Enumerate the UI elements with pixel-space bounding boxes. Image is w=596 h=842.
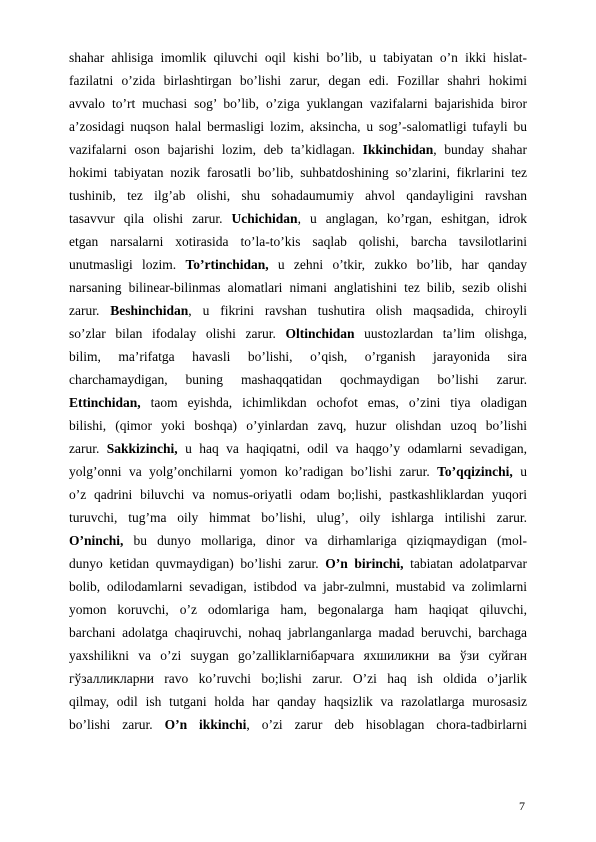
text-run: o’z qadrini biluvchi va nomus-oriyatli odam bo;lishi, pastkashliklardan yuqori: [69, 487, 527, 502]
text-line: [69, 690, 527, 713]
bold-term: Uchichidan: [231, 211, 298, 226]
text-run: zarur.: [69, 303, 111, 318]
text-line: [69, 414, 527, 437]
text-line: [69, 391, 527, 414]
text-run: vazifalarni oson bajarishi lozim, deb ta’kidlagan.: [69, 142, 363, 157]
text-line: [69, 115, 527, 138]
text-run: u zehni o’tkir, zukko bo’lib, har qanday: [268, 257, 528, 272]
text-run: a’zosidagi nuqson halal bermasligi lozim, aksincha, u sog’-salomatligi tufayli bu: [69, 119, 527, 134]
text-run: bilishi, (qimor yoki boshqa) o’yinlardan zavq, huzur olishdan uzoq bo’lishi: [69, 418, 527, 433]
text-line: [69, 713, 527, 736]
text-line: [69, 345, 527, 368]
bold-term: Ettinchidan,: [69, 395, 141, 410]
text-run: etgan narsalarni xotirasida to’la-to’kis saqlab qolishi, barcha tavsilotlarini: [69, 234, 527, 249]
text-line: [69, 437, 527, 460]
text-run: qilmay, odil ish tutgani holda har qanday haqsizlik va razolatlarga murosasiz: [69, 694, 527, 709]
text-line: [69, 161, 527, 184]
text-line: [69, 506, 527, 529]
text-run: bo’lishi zarur.: [69, 717, 165, 732]
text-run: , o’zi zarur deb hisoblagan chora-tadbirlarni: [246, 717, 528, 732]
text-run: yomon koruvchi, o’z odomlariga ham, begonalarga ham haqiqat qiluvchi,: [69, 602, 527, 617]
text-line: [69, 230, 527, 253]
text-line: [69, 299, 527, 322]
text-run: zarur.: [69, 441, 107, 456]
text-run: charchamaydigan, buning mashaqqatidan qochmaydigan bo’lishi zarur.: [69, 372, 527, 387]
text-run: taom eyishda, ichimlikdan ochofot emas, o’zini tiya oladigan: [140, 395, 527, 410]
text-line: [69, 276, 527, 299]
text-line: [69, 552, 527, 575]
text-line: [69, 483, 527, 506]
text-run: yaxshilikni va o’zi suygan go’zalliklarniбарчага яхшиликни ва ўзи суйган: [69, 648, 527, 663]
text-line: [69, 598, 527, 621]
text-line: [69, 368, 527, 391]
text-line: [69, 92, 527, 115]
text-run: bu dunyo mollariga, dinor va dirhamlariga qiziqmaydigan (mol-: [123, 533, 527, 548]
text-run: fazilatni o’zida birlashtirgan bo’lishi zarur, degan edi. Fozillar shahri hokimi: [69, 73, 527, 88]
text-line: [69, 460, 527, 483]
text-line: [69, 575, 527, 598]
text-run: so’zlar bilan ifodalay olishi zarur.: [69, 326, 286, 341]
text-run: , u anglagan, ko’rgan, eshitgan, idrok: [297, 211, 527, 226]
bold-term: Sakkizinchi,: [106, 441, 178, 456]
text-run: tasavvur qila olishi zarur.: [69, 211, 232, 226]
bold-term: To’qqizinchi,: [437, 464, 513, 479]
text-run: u: [512, 464, 527, 479]
bold-term: Oltinchidan: [285, 326, 355, 341]
body-text: [69, 46, 527, 736]
text-run: bolib, odilodamlarni sevadigan, istibdod va jabr-zulmni, mustabid va zolimlarni: [69, 579, 527, 594]
bold-term: Beshinchidan: [110, 303, 189, 318]
text-run: hokimi tabiyatan nozik farosatli bo’lib, suhbatdoshining so’zlarini, fikrlarini tez: [69, 165, 527, 180]
text-line: [69, 529, 527, 552]
text-run: yolg’onni va yolg’onchilarni yomon ko’radigan bo’lishi zarur.: [69, 464, 438, 479]
text-run: barchani adolatga chaqiruvchi, nohaq jabrlanganlarga madad beruvchi, barchaga: [69, 625, 527, 640]
text-run: uustozlardan ta’lim olishga,: [354, 326, 527, 341]
text-line: [69, 138, 527, 161]
bold-term: To’rtinchidan,: [185, 257, 269, 272]
bold-term: Ikkinchidan: [362, 142, 434, 157]
text-run: bilim, ma’rifatga havasli bo’lishi, o’qish, o’rganish jarayonida sira: [69, 349, 527, 364]
text-line: [69, 322, 527, 345]
text-line: [69, 253, 527, 276]
text-run: гўзалликларни ravo ko’ruvchi bo;lishi zarur. O’zi haq ish oldida o’jarlik: [69, 671, 527, 686]
text-run: turuvchi, tug’ma oily himmat bo’lishi, ulug’, oily ishlarga intilishi zarur.: [69, 510, 527, 525]
text-line: [69, 184, 527, 207]
text-line: [69, 207, 527, 230]
text-run: tushinib, tez ilg’ab olishi, shu sohadaumumiy ahvol qandayligini ravshan: [69, 188, 527, 203]
text-line: [69, 644, 527, 667]
text-run: u haq va haqiqatni, odil va haqgo’y odamlarni sevadigan,: [177, 441, 527, 456]
bold-term: O’ninchi,: [69, 533, 124, 548]
text-line: [69, 621, 527, 644]
bold-term: O’n ikkinchi: [164, 717, 247, 732]
text-line: [69, 667, 527, 690]
page-number: 7: [519, 799, 525, 813]
text-run: , u fikrini ravshan tushutira olish maqsadida, chiroyli: [188, 303, 527, 318]
text-run: unutmasligi lozim.: [69, 257, 186, 272]
text-line: [69, 69, 527, 92]
text-run: narsaning bilinear-bilinmas alomatlari nimani anglatishini tez bilib, sezib olishi: [69, 280, 527, 295]
text-run: tabiatan adolatparvar: [403, 556, 527, 571]
text-run: , bunday shahar: [433, 142, 527, 157]
text-run: shahar ahlisiga imomlik qiluvchi oqil kishi bo’lib, u tabiyatan o’n ikki hislat-: [69, 50, 527, 65]
text-run: avvalo to’rt muchasi sog’ bo’lib, o’ziga yuklangan vazifalarni bajarishida biror: [69, 96, 527, 111]
bold-term: O’n birinchi,: [325, 556, 404, 571]
text-line: [69, 46, 527, 69]
text-run: dunyo ketidan quvmaydigan) bo’lishi zarur.: [69, 556, 326, 571]
